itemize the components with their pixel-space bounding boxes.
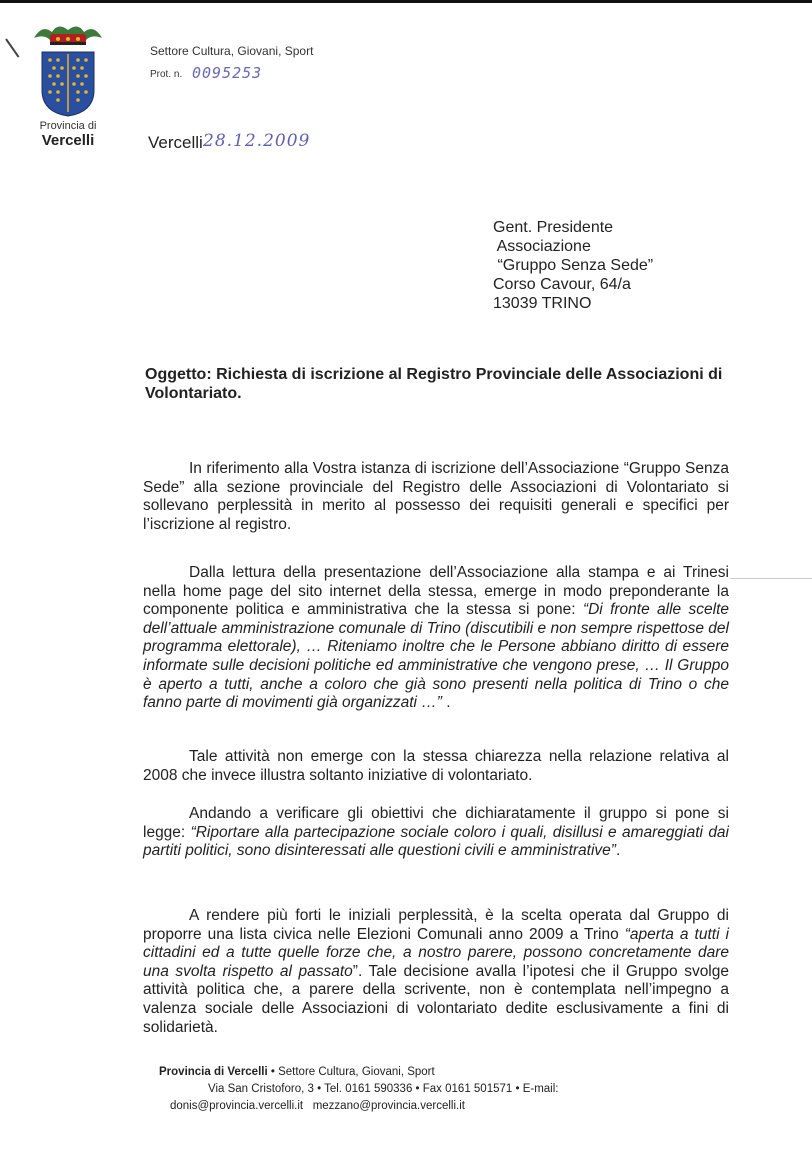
letter-subject: Oggetto: Richiesta di iscrizione al Registro Provinciale delle Associazioni di Volontariato. [145, 366, 723, 402]
protocol-number: 0095253 [192, 64, 263, 82]
scan-mark [5, 38, 19, 57]
quoted-text: “Di fronte alle scelte dell’attuale amministrazione comunale di Trino (discutibili e non sempre rispettose del programma elettorale), … Riteniamo inoltre che le Persone abbiano diritto di essere informate sulle decisioni politiche ed amministrative che vengono prese, … Il Gruppo è aperto a tutti, anche a coloro che già sono presenti nella politica di Trino o che fanno parte di movimenti già organizzati …” [143, 601, 729, 712]
footer-line-1 [159, 1066, 435, 1078]
paragraph-text: A rendere più forti le iniziali perplessità, è la scelta operata dal Gruppo di proporre una lista civica nelle Elezioni Comunali anno 2009 a Trino [143, 907, 729, 943]
fold-line [730, 578, 812, 579]
recipient-line: “Gruppo Senza Sede” [493, 257, 654, 274]
paragraph-text: Andando a verificare gli obiettivi che dichiaratamente il gruppo si pone si legge: [143, 805, 729, 841]
body-paragraph [143, 805, 729, 861]
recipient-line: Gent. Presidente [493, 219, 614, 236]
scan-top-edge [0, 0, 812, 3]
recipient-address [493, 218, 653, 313]
body-paragraph [143, 907, 729, 1037]
protocol-label: Prot. n. [150, 69, 183, 80]
quoted-text: “aperta a tutti i cittadini ed a tutte quelle forze che, a nostro parere, possono concretamente dare una svolta rispetto al passato [143, 925, 730, 980]
province-coat-of-arms-icon [28, 20, 108, 120]
province-logo [28, 20, 108, 150]
quoted-text: “Riportare alla partecipazione sociale coloro i quali, disillusi e amareggiati dai partiti politici, sono disinteressati alle questioni civili e amministrative” [143, 823, 729, 860]
paragraph-text: . [441, 694, 451, 712]
logo-caption-province: Provincia di [39, 120, 97, 132]
letter-city: Vercelli [148, 133, 203, 152]
footer-emails: donis@provincia.vercelli.it mezzano@provincia.vercelli.it [170, 1100, 465, 1112]
recipient-line: Corso Cavour, 64/a [493, 276, 631, 293]
body-paragraph [143, 748, 729, 785]
recipient-line: 13039 TRINO [493, 295, 592, 312]
recipient-line: Associazione [493, 238, 591, 255]
body-paragraph [143, 460, 729, 534]
header-sector: Settore Cultura, Giovani, Sport [150, 44, 314, 58]
paragraph-text: In riferimento alla Vostra istanza di iscrizione dell’Associazione “Gruppo Senza Sede” alla sezione provinciale del Registro delle Associazioni di Volontariato si sollevano perplessità in merito al possesso dei requisiti generali e specifici per l’iscrizione al registro. [143, 460, 729, 533]
paragraph-text: ”. Tale decisione avalla l’ipotesi che il Gruppo svolge attività politica che, a parere della scrivente, non è contemplata nell’impegno a valenza sociale delle Associazioni di volontariato dedite esclusivamente a fini di solidarietà. [143, 962, 729, 1036]
body-paragraph [143, 564, 729, 713]
footer-address: Via San Cristoforo, 3 • Tel. 0161 590336 • Fax 0161 501571 • E-mail: [208, 1083, 559, 1095]
paragraph-text: . [615, 842, 621, 860]
paragraph-text: Dalla lettura della presentazione dell’Associazione alla stampa e ai Trinesi nella home page del sito internet della stessa, emerge in modo preponderante la componente politica e amministrativa che la stessa si pone: [143, 564, 729, 619]
footer-sector: • Settore Cultura, Giovani, Sport [267, 1066, 435, 1078]
footer-org: Provincia di Vercelli [159, 1066, 268, 1078]
paragraph-text: Tale attività non emerge con la stessa chiarezza nella relazione relativa al 2008 che invece illustra soltanto iniziative di volontariato. [143, 748, 729, 784]
letter-date: 28.12.2009 [203, 131, 311, 151]
logo-caption-city: Vercelli [41, 132, 95, 149]
